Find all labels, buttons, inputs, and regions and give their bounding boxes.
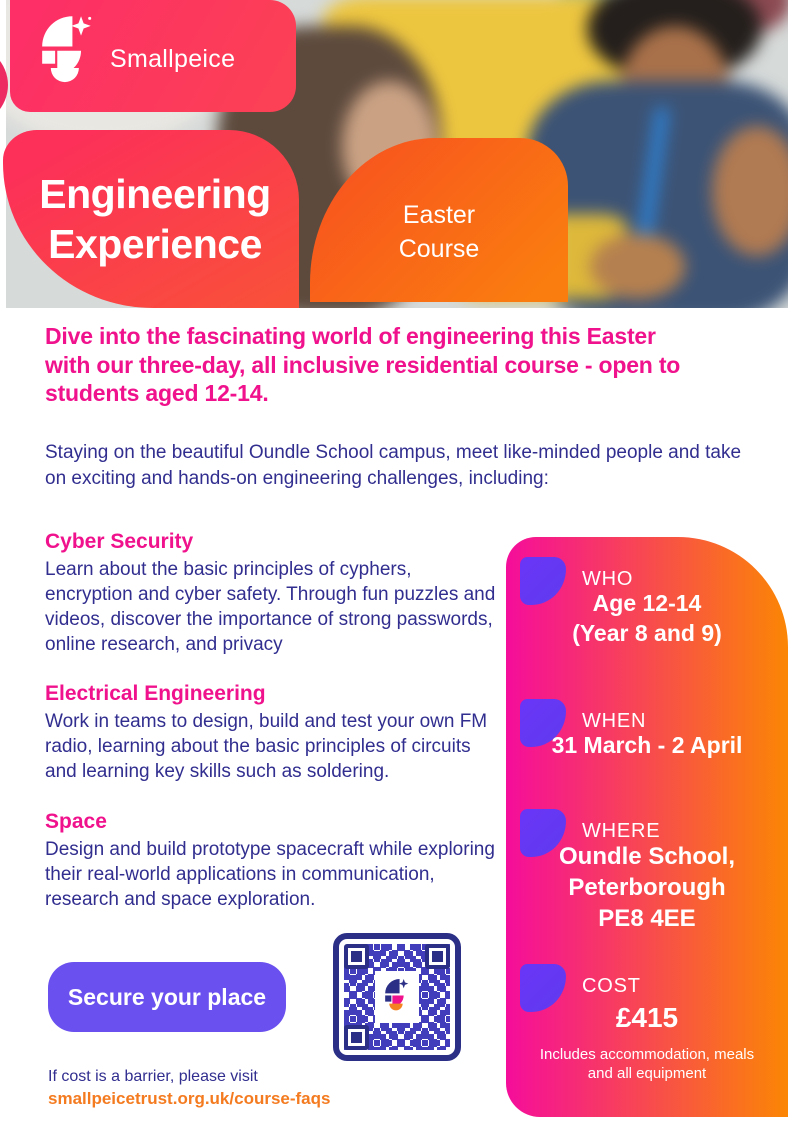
smallpeice-logo-icon: [375, 971, 419, 1023]
sparkle-icon: [71, 16, 90, 35]
detail-value-line: Peterborough: [568, 873, 726, 901]
detail-label: WHERE: [582, 819, 661, 842]
headline-line: students aged 12-14.: [45, 380, 269, 407]
detail-value-line: 31 March - 2 April: [551, 731, 743, 758]
badge-line: Easter: [402, 201, 476, 230]
detail-value-line: (Year 8 and 9): [572, 619, 722, 646]
detail-when: [506, 699, 788, 761]
detail-value-line: £415: [615, 1002, 679, 1034]
headline-line: Dive into the fascinating world of engineering this Easter: [45, 323, 656, 349]
headline: [45, 322, 770, 408]
detail-value-line: Oundle School,: [558, 842, 735, 870]
detail-value-line: Age 12-14: [592, 590, 702, 616]
course-faqs-link[interactable]: smallpeicetrust.org.uk/course-faqs: [48, 1088, 331, 1108]
footer-note-text: If cost is a barrier, please visit: [48, 1068, 258, 1085]
detail-who: [506, 557, 788, 649]
sparkle-icon: [399, 979, 408, 988]
detail-where: [506, 809, 788, 935]
badge-line: Course: [398, 235, 480, 263]
qr-finder-bottom-left: [344, 1025, 369, 1050]
section-title: Space: [45, 809, 107, 833]
course-title-line: Engineering: [39, 170, 271, 217]
qr-code: [333, 933, 461, 1061]
section-body: Learn about the basic principles of cyphers, encryption and cyber safety. Through fun puzzles and videos, discover the importance of strong passwords, online research, and privacy: [45, 559, 496, 656]
cost-note: Includes accommodation, meals and all equipment: [539, 1045, 755, 1083]
detail-label: COST: [582, 975, 641, 998]
detail-value: [506, 841, 788, 935]
footer-note: [48, 1066, 330, 1111]
section-body: Design and build prototype spacecraft while exploring their real-world applications in communication, research and space exploration.: [45, 838, 495, 910]
qr-finder-top-left: [344, 944, 369, 969]
qr-finder-top-right: [425, 944, 450, 969]
detail-cost: [506, 964, 788, 1083]
section-title: Cyber Security: [45, 530, 194, 553]
section-cyber-security: [45, 530, 497, 657]
section-space: [45, 810, 497, 912]
section-title: Electrical Engineering: [45, 682, 266, 706]
section-electrical-engineering: [45, 682, 497, 784]
detail-value-line: PE8 4EE: [598, 905, 696, 933]
section-body: Work in teams to design, build and test your own FM radio, learning about the basic principles of circuits and learning key skills such as soldering.: [45, 711, 488, 783]
brand-name: Smallpeice: [110, 44, 236, 73]
brand-logo-block: [10, 0, 296, 112]
detail-label: WHO: [582, 568, 634, 590]
smallpeice-logo-icon: [40, 16, 94, 97]
intro-paragraph: Staying on the beautiful Oundle School campus, meet like-minded people and take on exciting and hands-on engineering challenges, including:: [45, 442, 742, 489]
photo-shape: [590, 234, 685, 299]
detail-label: WHEN: [582, 709, 647, 732]
course-title-line: Experience: [48, 221, 262, 267]
secure-place-button[interactable]: Secure your place: [48, 962, 286, 1032]
course-sections: [45, 530, 497, 937]
headline-line: with our three-day, all inclusive residential course - open to: [45, 351, 681, 378]
course-details-panel: [506, 537, 788, 1117]
